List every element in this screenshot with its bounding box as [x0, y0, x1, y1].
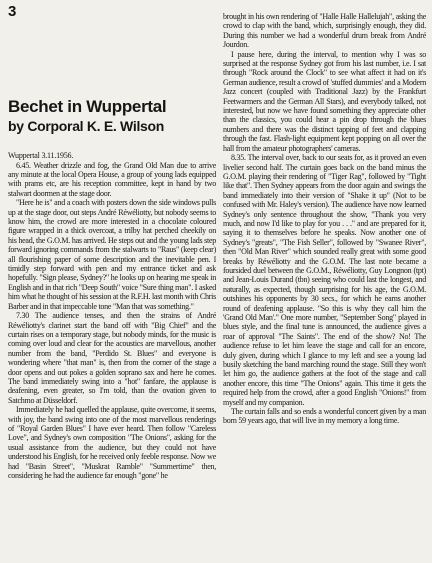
left-column-body — [8, 151, 216, 480]
paragraph: 6.45. Weather drizzle and fog, the Grand Old Man due to arrive any minute at the local Opera House, a group of young lads equipped with prams etc, are his reception committee, kept in hand by two stalwart doormen at the stage door. — [8, 160, 216, 198]
dateline: Wuppertal 3.11.1956. — [8, 151, 74, 160]
article-headline: Bechet in Wuppertal — [8, 97, 167, 116]
paragraph: 7.30 The audience tenses, and then the strains of André Réwéliotty's clarinet start the band off with "Big Chief" and the curtain rises on a temporary stage, but nobody minds, for the music is coming over loud and clear for the acoustics are marvellous, another number from the band, "Perdido St. Blues" and everyone is wondering where "that man" is, then from the corner of the stage a door opens and out pokes a golden soprano sax and here he comes. The band immediately swing into a "hot" fanfare, the applause is deafening, even greater, so I'm told, than the ovation given to Satchmo at Düsseldorf. — [8, 311, 216, 405]
paragraph: brought in his own rendering of "Halle Halle Hallelujah", asking the crowd to clap with the band, which, surprisingly enough, they did. During this number we had a wonderful drum break from André Jourdon. — [223, 12, 426, 50]
article-byline: by Corporal K. E. Wilson — [8, 118, 165, 134]
page-number: 3 — [8, 3, 17, 20]
paragraph: I pause here, during the interval, to mention why I was so surprised at the response Sydney got from his last number, i.e. I sat through "Rock around the Clock" to see what affect it had on it's German audience, result a crowd of 'stuffed dummies' and a Modern Jazz concert (coupled with Traditional Jazz) by the Frankfurt Feetwarmers and the German All Stars), and everybody talked, not interested, but now we have found something they appreciate other than the classics, you could hear a pin drop through the blues numbers and there was the distinct tapping of feet and clapping through the fast. Flash-light equipment kept popping on all over the hall from the amateur photographers' cameras. — [223, 49, 426, 153]
paragraph: Immediately he had quelled the applause, quite overcome, it seems, with joy, the band swing into one of the most marvellous renderings of "Royal Garden Blues" I have ever heard. Then follow "Careless Love", and Sydney's own composition "The Onions", asking for the usual assistance from the audience, but they could not have understood his English, for he received only feeble response. Now we had "Basin Street", "Muskrat Ramble" "Summertime" then, considering he had the audience far enough "gone" he — [8, 405, 216, 480]
right-column — [223, 12, 426, 560]
paragraph: 8.35. The interval over, back to our seats for, as it proved an even livelier second half. The curtain goes back on the band minus the G.O.M. playing their rendering of "Tiger Rag", followed by "Tight like that". Then Sydney appears from the door again and swings the band immediately into their version of "Shake it up" (Not to be confused with Mr. Haley's version). The audience have now learned Sydney's only sentence throughout the show, "Thank you very much, and now I'd like to play for you . . ." and are prepared for it, saying it to themselves before he speaks. Now another one of Sydney's "greats", "The Fish Seller", followed by "Swanee River", then "Old Man River" which sounded really great with some good breaks by Réwéliotty and the G.O.M. The last note became a foursided duel between the G.O.M., Réwéliotty, Guy Longnon (tpt) and Jean-Louis Durand (tbn) seeing who could last the longest, and naturally, as expected, though surprising for his age, the G.O.M. outshines his opponents by 30 secs., for which he earns another round of deafening applause. "So this is why they call him the 'Grand Old Man'." One more number, "September Song" played in blues style, and the final tune is announced, the audience gives a roar of approval "The Saints". The end of the show? No! The audience refuse to let him leave the stage and call for an encore, duly given, during which I glance to my left and see a young lad busily sketching the band marching round the stage. Still they won't let him go, the audience gathers at the foot of the stage and call another encore, this time "The Onions" again. This time it gets the required help from the crowd, after a good English "Onions!" from myself and my companion. — [223, 153, 426, 407]
article-title-block — [8, 98, 216, 135]
paragraph: "Here he is" and a coach with posters down the side windows pulls up at the stage door, out steps André Réwéliotty, but nobody seems to know him, the crowd are more interested in a chocolate coloured figure wrapped in a thick overcoat, a trilby hat perched cheekily on his head, the G.O.M. has arrived. He steps out and the young lads step forward ignoring commands from the stalwarts to "Raus" (keep clear) all flourishing paper of some description and the inevitable pen. I timidly step forward with pen and my entrance ticket and ask hopefully. "Sign please, Sydney?" he looks up on hearing me speak in English and in that rich "Deep South" voice "Sure thing man". I asked him what he thought of his session at the R.F.H. last month with Chris Barber and in that impeccable tone "Man that was something." — [8, 198, 216, 311]
paragraph: The curtain falls and so ends a wonderful concert given by a man born 59 years ago, that will live in my memory a long time. — [223, 407, 426, 426]
left-column — [8, 20, 216, 560]
